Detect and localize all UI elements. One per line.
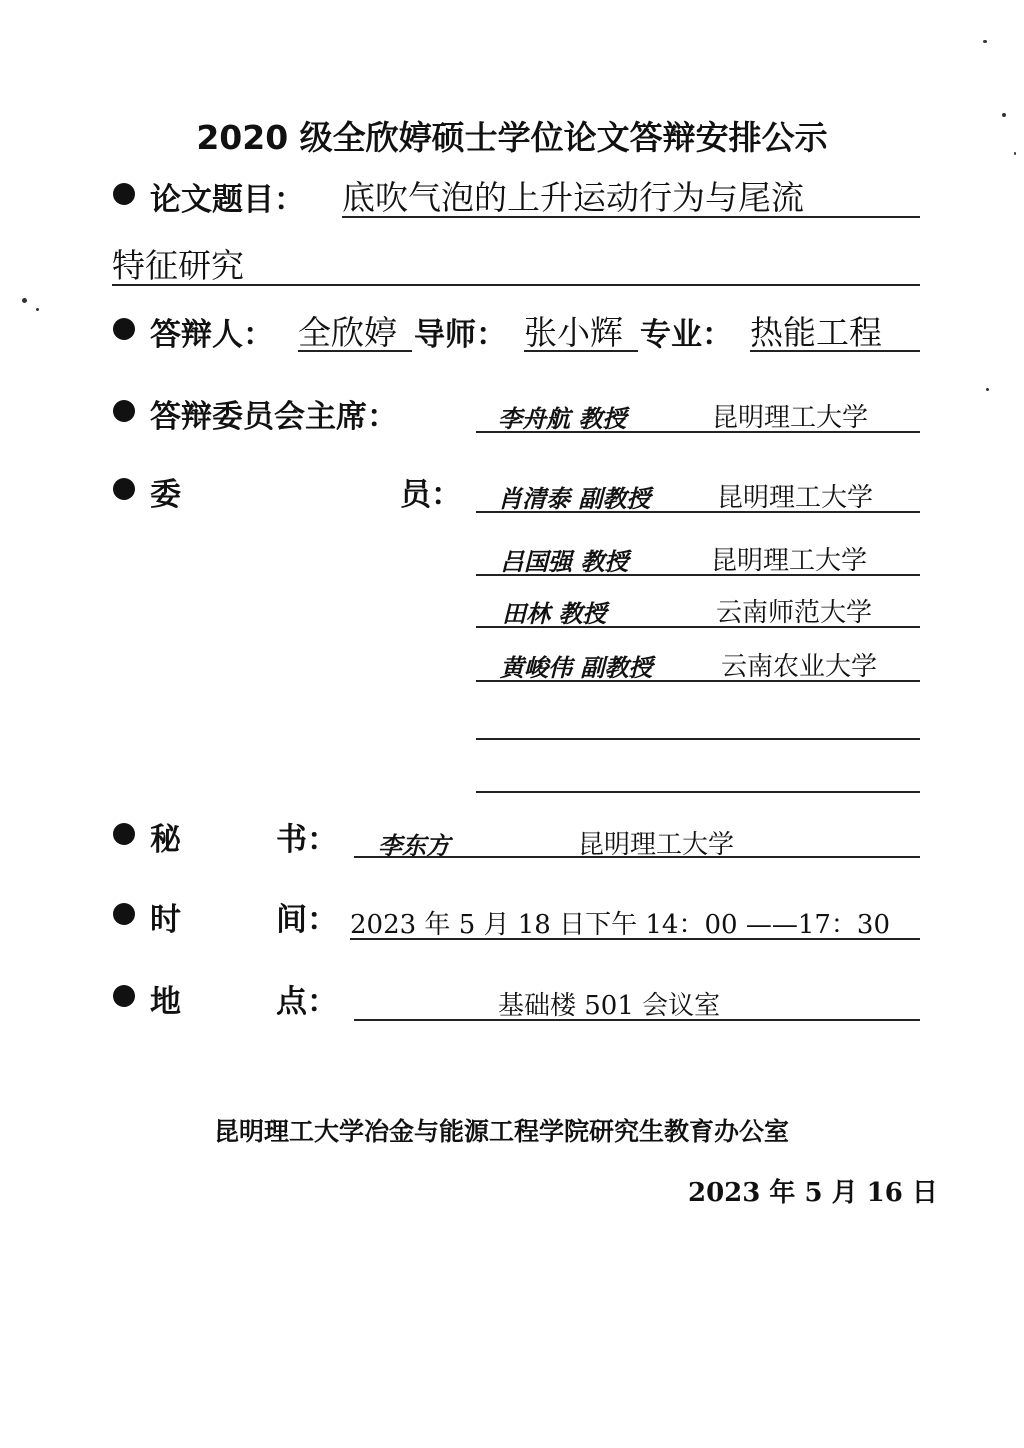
underline [750, 350, 920, 352]
member-affiliation: 云南师范大学 [716, 598, 873, 628]
scan-speck [36, 308, 39, 311]
member-name: 田林 教授 [502, 599, 607, 628]
defender-name: 全欣婷 [298, 313, 397, 352]
scan-speck [1014, 152, 1016, 155]
place-value: 基础楼 501 会议室 [498, 991, 721, 1021]
underline [476, 626, 920, 628]
chair-name: 李舟航 教授 [498, 404, 627, 433]
bullet-icon [113, 478, 135, 500]
major-name: 热能工程 [750, 313, 882, 352]
underline [298, 350, 412, 352]
time-label-left: 时 [150, 902, 181, 938]
advisor-label: 导师： [414, 317, 507, 353]
issue-date: 2023 年 5 月 16 日 [688, 1178, 938, 1208]
thesis-title-line1: 底吹气泡的上升运动行为与尾流 [342, 178, 804, 217]
place-label-right: 点： [276, 984, 338, 1020]
secretary-label-right: 书： [276, 822, 338, 858]
member-affiliation: 昆明理工大学 [717, 483, 874, 513]
underline [476, 738, 920, 740]
underline [354, 856, 920, 858]
thesis-title-line2: 特征研究 [112, 246, 244, 285]
underline [342, 216, 920, 218]
underline [350, 938, 920, 940]
member-name: 吕国强 教授 [500, 547, 629, 576]
secretary-affiliation: 昆明理工大学 [578, 830, 735, 860]
member-affiliation: 昆明理工大学 [711, 546, 868, 576]
defender-label: 答辩人： [150, 317, 274, 353]
underline [354, 1019, 920, 1021]
underline [476, 511, 920, 513]
underline [476, 680, 920, 682]
time-label-right: 间： [276, 902, 338, 938]
bullet-icon [113, 823, 135, 845]
chair-affiliation: 昆明理工大学 [712, 403, 869, 433]
place-label-left: 地 [150, 984, 181, 1020]
member-affiliation: 云南农业大学 [721, 652, 878, 682]
thesis-label: 论文题目： [150, 182, 305, 218]
scan-speck [22, 298, 27, 303]
member-name: 肖清泰 副教授 [498, 484, 651, 513]
major-label: 专业： [640, 317, 733, 353]
page-title: 2020 级全欣婷硕士学位论文答辩安排公示 [196, 118, 828, 157]
scan-speck [986, 388, 989, 391]
time-value: 2023 年 5 月 18 日下午 14：00 ——17：30 [350, 910, 890, 940]
secretary-label-left: 秘 [150, 822, 181, 858]
bullet-icon [113, 903, 135, 925]
underline [476, 791, 920, 793]
underline [476, 574, 920, 576]
member-name: 黄峻伟 副教授 [500, 653, 653, 682]
members-label-left: 委 [150, 477, 181, 513]
scan-speck [1002, 113, 1006, 117]
issuing-office: 昆明理工大学冶金与能源工程学院研究生教育办公室 [214, 1117, 790, 1146]
underline [524, 350, 638, 352]
members-label-right: 员： [400, 477, 462, 513]
bullet-icon [113, 183, 135, 205]
bullet-icon [113, 318, 135, 340]
secretary-name: 李东方 [378, 831, 450, 860]
bullet-icon [113, 400, 135, 422]
chair-label: 答辩委员会主席： [150, 399, 398, 435]
underline [476, 431, 920, 433]
scan-speck [983, 40, 987, 43]
underline [112, 284, 920, 286]
advisor-name: 张小辉 [524, 313, 623, 352]
bullet-icon [113, 985, 135, 1007]
